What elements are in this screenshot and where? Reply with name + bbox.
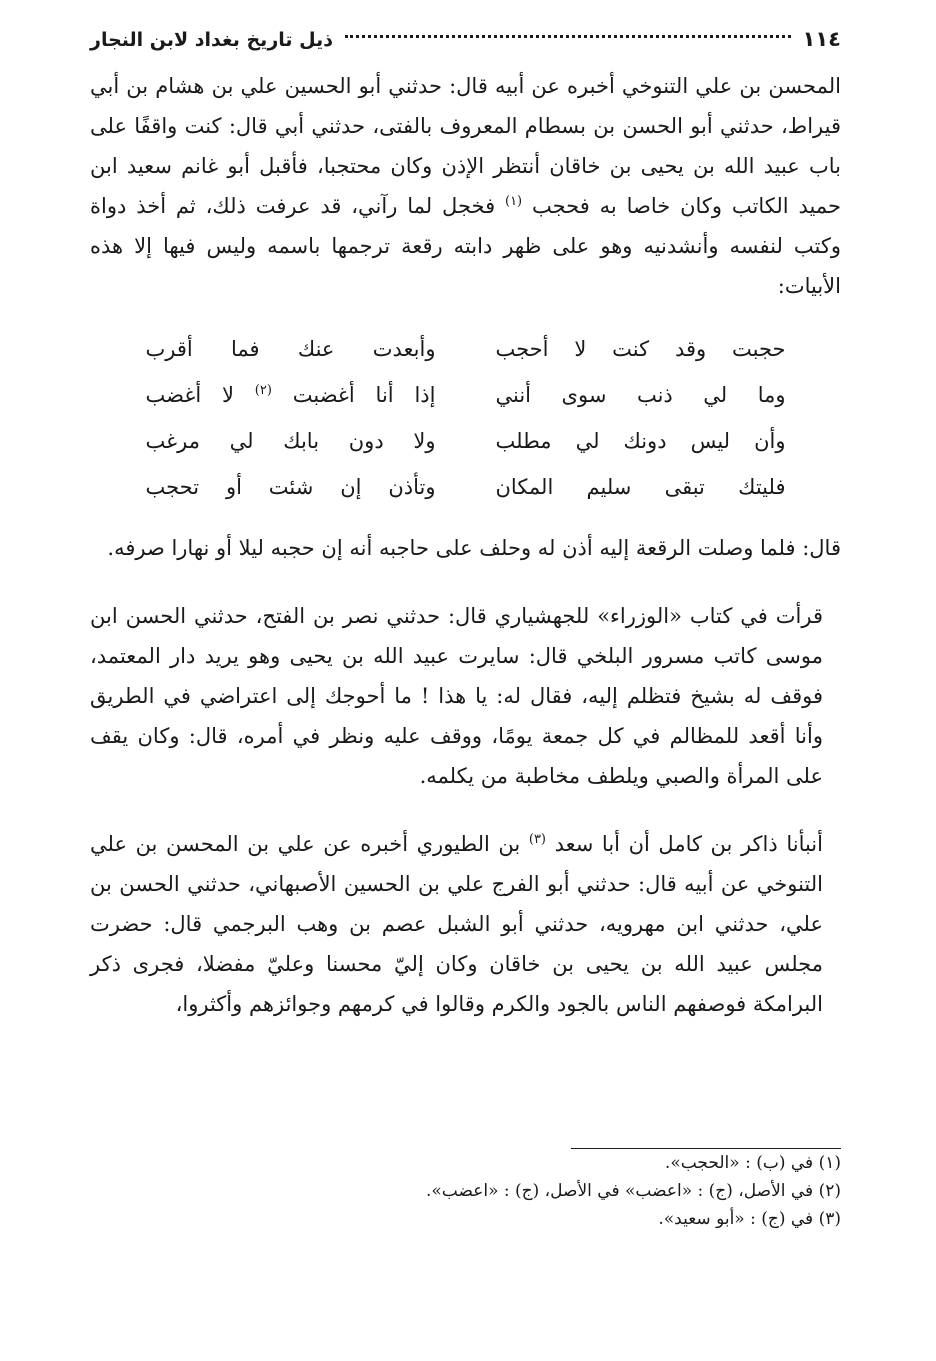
verse-1-first-hemistich: حجبت وقد كنت لا أحجب [495,337,786,361]
paragraph-1-text-b: فخجل لما رآني، قد عرفت ذلك، ثم أخذ دواة وكتب لنفسه وأنشدنيه وهو على ظهر دابته رقعة ترجمها باسمه وليس فيها إلا هذه الأبيات: [90,194,841,298]
dotted-leader [345,35,791,38]
footnote-ref-1: (١) [504,194,523,209]
paragraph-2: قال: فلما وصلت الرقعة إليه أذن له وحلف على حاجبه أنه إن حجبه ليلا أو نهارا صرفه. [107,536,841,560]
running-header [90,22,841,56]
verse-2-second-a: إذا أنا أغضبت [292,383,436,407]
page-number: ١١٤ [802,27,841,51]
paragraph-1-text-a: المحسن بن علي التنوخي أخبره عن أبيه قال: حدثني أبو الحسين علي بن هشام بن أبي قيراط، حدثني أبو الحسن بن بسطام المعروف بالفتى، حدثني أبي قال: كنت واقفًا على باب عبيد الله بن يحيى بن خاقان أنتظر الإذن وكان محتجبا، فأقبل أبو غانم سعيد ابن حميد الكاتب وكان خاصا به فحجب [90,74,841,218]
verse-4-first-hemistich: فليتك تبقى سليم المكان [495,475,786,499]
footnotes [90,1148,841,1233]
verse-2 [90,372,841,418]
footnote-1: (١) في (ب) : «الحجب». [664,1153,841,1173]
verse-1-second-hemistich: وأبعدت عنك فما أقرب [145,337,436,361]
verse-3 [90,418,841,464]
running-title: ذيل تاريخ بغداد لابن النجار [90,29,333,51]
verse-2-second-hemistich [146,372,436,418]
footnote-3: (٣) في (ج) : «أبو سعيد». [658,1209,841,1229]
verse-3-first-hemistich: وأن ليس دونك لي مطلب [495,429,786,453]
paragraph-4-text-b: بن الطيوري أخبره عن علي بن المحسن بن علي التنوخي عن أبيه قال: حدثني أبو الفرج علي بن الحسين الأصبهاني، حدثني الحسن بن علي، حدثني ابن مهرويه، حدثني أبو الشبل عصم بن وهب البرجمي قال: حضرت مجلس عبيد الله بن يحيى بن خاقان وكان إليّ محسنا وعليّ مفضلا، فجرى ذكر البرامكة فوصفهم الناس بالجود والكرم وقالوا في كرمهم وجوائزهم وأكثروا، [90,832,823,1016]
paragraph-1 [90,66,841,306]
verse-4 [90,464,841,510]
footnote-ref-3: (٣) [528,832,546,847]
poem [90,326,841,510]
paragraph-4-text-a: أنبأنا ذاكر بن كامل أن أبا سعد [554,832,823,856]
verse-4-second-hemistich: وتأذن إن شئت أو تحجب [145,475,436,499]
verse-3-second-hemistich: ولا دون بابك لي مرغب [145,429,436,453]
verse-1 [90,326,841,372]
footnote-2: (٢) في الأصل، (ج) : «اعضب» في الأصل، (ج) : «اعضب». [425,1181,841,1201]
paragraph-3: قرأت في كتاب «الوزراء» للجهشياري قال: حدثني نصر بن الفتح، حدثني الحسن ابن موسى كاتب مسرور البلخي قال: سايرت عبيد الله بن يحيى وهو يريد دار المعتمد، فوقف له بشيخ فتظلم إليه، فقال له: يا هذا ! ما أحوجك إلى اعتراضي في الطريق وأنا أقعد للمظالم في كل جمعة يومًا، ووقف عليه ونظر في أمره، قال: وكان يقف على المرأة والصبي ويلطف مخاطبة من يكلمه. [90,604,823,788]
verse-2-second-b: لا أغضب [145,383,234,407]
footnote-ref-2: (٢) [254,383,272,398]
page-body [90,22,841,1024]
paragraph-4 [90,824,841,1024]
verse-2-first-hemistich: وما لي ذنب سوى أنني [495,383,786,407]
